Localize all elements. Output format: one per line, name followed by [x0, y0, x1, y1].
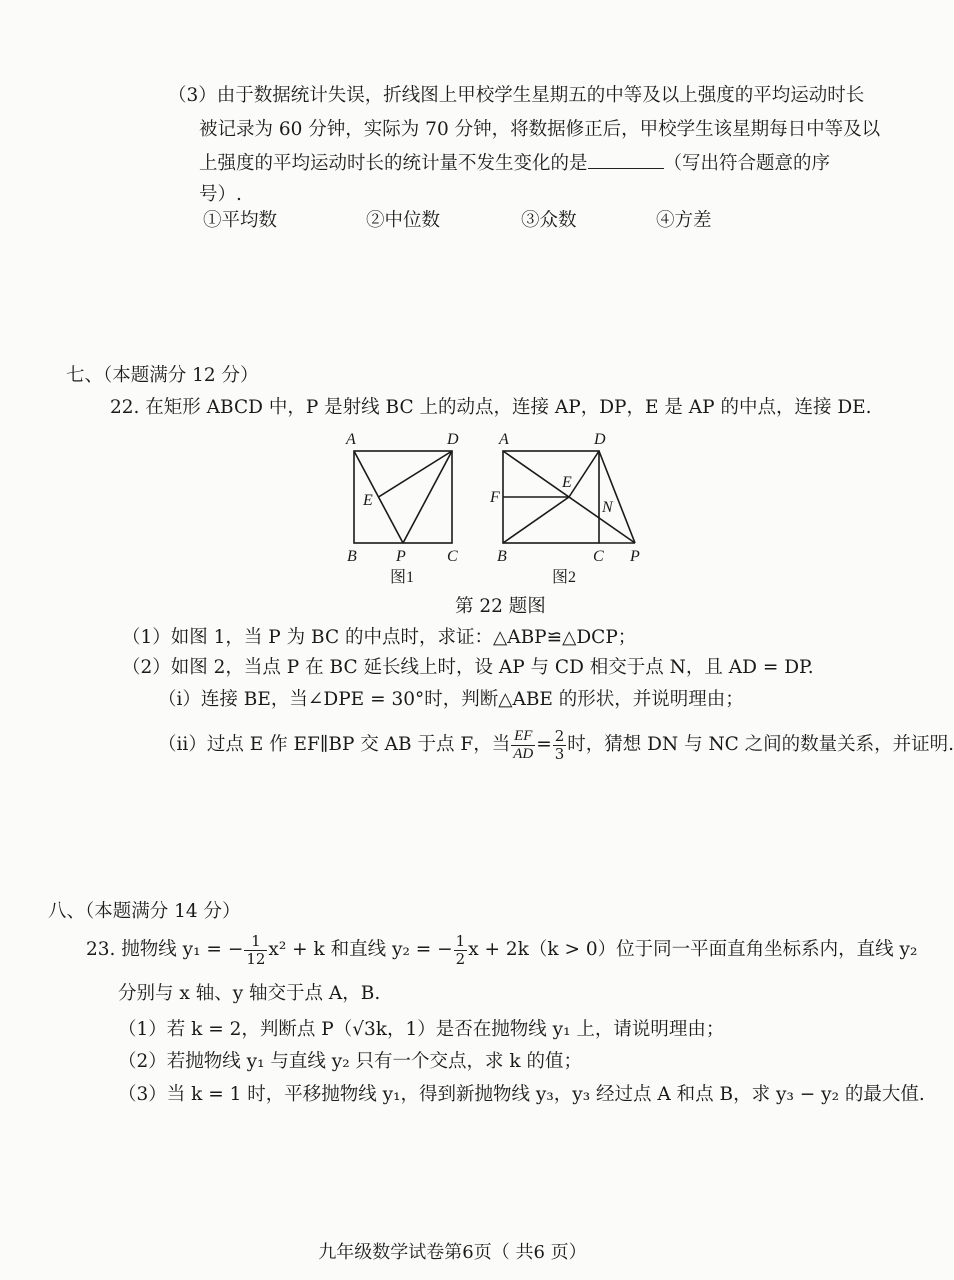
fraction-two-thirds [553, 728, 567, 763]
fig2-segment-DP [599, 451, 635, 543]
fraction-1-2 [454, 933, 468, 968]
fig2-label-C: C [593, 548, 604, 565]
option-3: ③众数 [521, 210, 577, 231]
q23-part3: （3）当 k = 1 时，平移抛物线 y₁，得到新抛物线 y₃，y₃ 经过点 A 和点 B，求 y₃ − y₂ 的最大值. [118, 1084, 925, 1105]
q22-part2-ii-before: （ii）过点 E 作 EF∥BP 交 AB 于点 F，当 [158, 734, 511, 755]
q21-part3-line3-after: （写出符合题意的序 [663, 153, 831, 174]
section7-header: 七、（本题满分 12 分） [66, 365, 259, 386]
fig2-label-E: E [562, 474, 572, 491]
fig1-label-C: C [447, 548, 458, 565]
fraction-numerator: 1 [455, 931, 466, 950]
fraction-numerator: 2 [554, 726, 565, 745]
fraction-1-12 [244, 933, 267, 968]
q22-part2-ii-after: 时，猜想 DN 与 NC 之间的数量关系，并证明. [567, 734, 954, 755]
option-1: ①平均数 [203, 210, 278, 231]
q23-part1: （1）若 k = 2，判断点 P（√3k，1）是否在抛物线 y₁ 上，请说明理由； [118, 1019, 725, 1040]
q23-stem [86, 926, 917, 974]
fraction-denominator: 2 [455, 949, 466, 968]
fig2-label-A: A [499, 431, 509, 448]
q21-part3-line3-before: 上强度的平均运动时长的统计量不发生变化的是 [199, 153, 588, 174]
q23-stem-a: 23. 抛物线 y₁ = − [86, 939, 244, 960]
option-4: ④方差 [656, 210, 712, 231]
fig1-segment-DE [379, 451, 453, 497]
q22-part2-ii [158, 722, 954, 768]
q22-part1: （1）如图 1，当 P 为 BC 的中点时，求证：△ABP≌△DCP； [122, 627, 637, 648]
fig2-label-B: B [497, 548, 507, 565]
fig2-segment-BE [503, 497, 569, 543]
fig1-label-A: A [346, 431, 356, 448]
q22-stem: 22. 在矩形 ABCD 中，P 是射线 BC 上的动点，连接 AP，DP，E 是 AP 的中点，连接 DE. [110, 397, 872, 418]
fig2-label-D: D [594, 431, 606, 448]
fig2-label-N: N [602, 499, 613, 516]
fig1-label-D: D [447, 431, 459, 448]
q21-part3-line1: （3）由于数据统计失误，折线图上甲校学生星期五的中等及以上强度的平均运动时长 [168, 85, 865, 106]
fraction-denominator: 3 [554, 744, 565, 763]
fraction-numerator: EF [511, 728, 535, 746]
fig2-label-P: P [630, 548, 640, 565]
fig2-caption: 图2 [552, 569, 577, 586]
equals-sign: = [536, 734, 552, 755]
q22-part2: （2）如图 2，当点 P 在 BC 延长线上时，设 AP 与 CD 相交于点 N，且 AD = DP. [122, 657, 814, 678]
q21-part3-line2: 被记录为 60 分钟，实际为 70 分钟，将数据修正后，甲校学生该星期每日中等及以 [199, 119, 881, 140]
q23-part2: （2）若抛物线 y₁ 与直线 y₂ 只有一个交点，求 k 的值； [118, 1051, 583, 1072]
page-footer: 九年级数学试卷第6页（ 共6 页） [318, 1242, 587, 1263]
fig1-label-E: E [363, 492, 373, 509]
q21-part3-line3 [199, 151, 830, 176]
q21-part3-line4: 号）. [199, 184, 242, 205]
q23-stem-c: x + 2k（k > 0）位于同一平面直角坐标系内，直线 y₂ [468, 939, 918, 960]
fig1-label-P: P [396, 548, 406, 565]
q22-figures [330, 424, 660, 590]
fraction-ef-ad [511, 728, 535, 763]
section8-header: 八、（本题满分 14 分） [48, 901, 241, 922]
q22-part2-i: （i）连接 BE，当∠DPE = 30°时，判断△ABE 的形状，并说明理由； [158, 689, 744, 710]
fig2-segment-DE [569, 451, 599, 497]
option-2: ②中位数 [366, 210, 441, 231]
fig1-segment-DP [403, 451, 452, 543]
fraction-numerator: 1 [244, 933, 267, 951]
fig1-caption: 图1 [390, 569, 415, 586]
q23-stem-b: x² + k 和直线 y₂ = − [268, 939, 453, 960]
fraction-denominator: 12 [246, 949, 266, 968]
fig1-label-B: B [347, 548, 357, 565]
answer-blank [588, 151, 664, 169]
q23-stem-line2: 分别与 x 轴、y 轴交于点 A，B. [118, 983, 381, 1004]
fig2-label-F: F [490, 489, 500, 506]
fraction-denominator: AD [513, 745, 534, 762]
figure-caption: 第 22 题图 [455, 596, 546, 617]
